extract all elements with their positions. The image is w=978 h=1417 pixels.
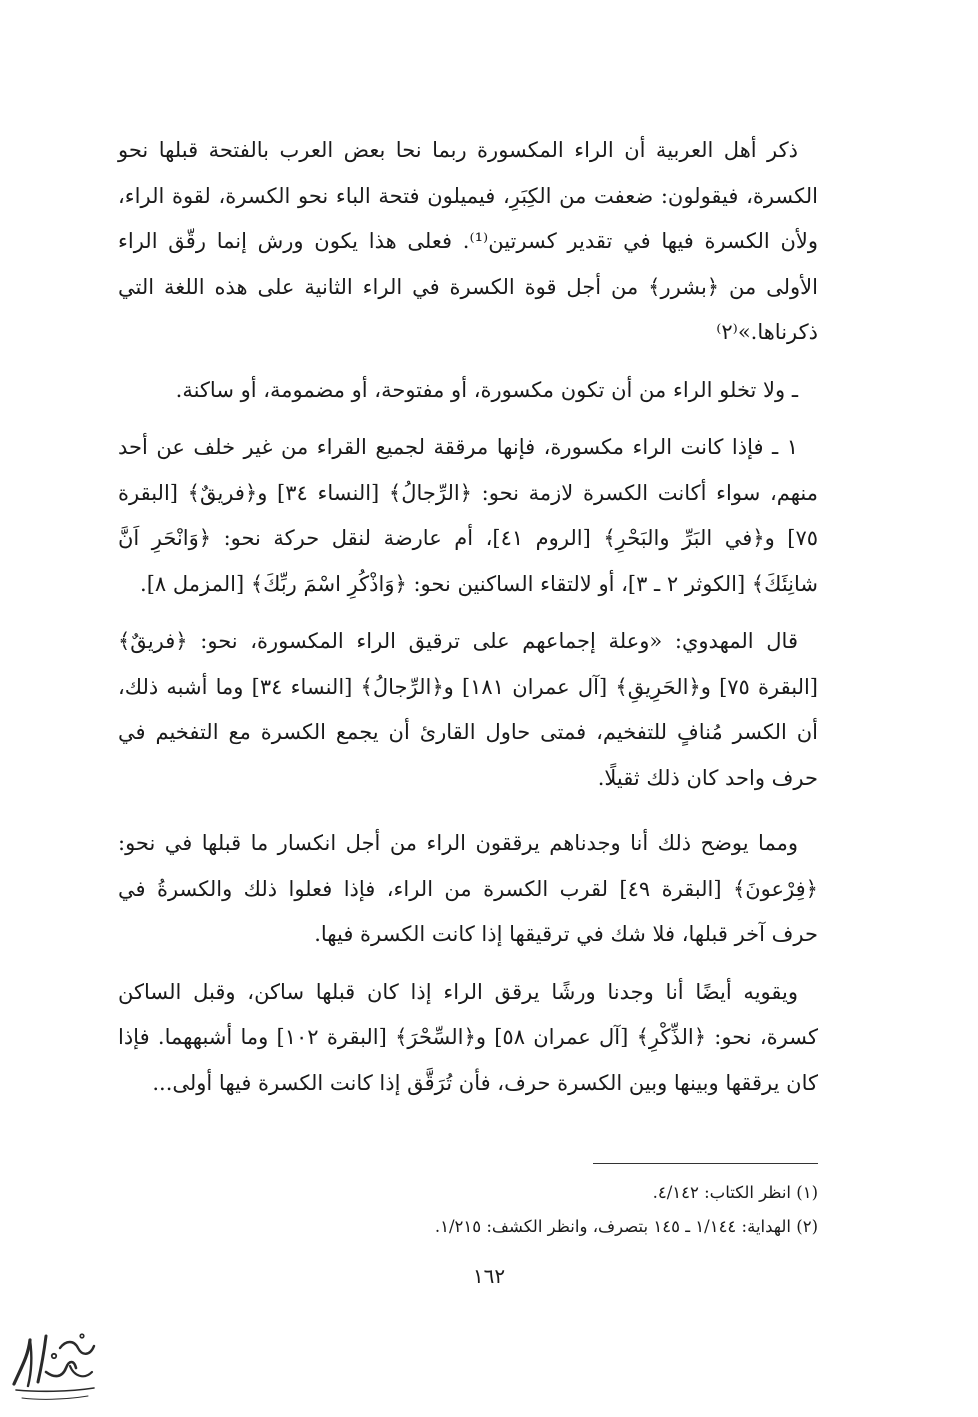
main-text xyxy=(118,128,818,1106)
footnote: (٢) الهداية: ١/١٤٤ ـ ١٤٥ بتصرف، وانظر الكشف: ١/٢١٥. xyxy=(434,1217,818,1236)
page-number: ١٦٢ xyxy=(472,1264,506,1288)
footnote: (١) انظر الكتاب: ٤/١٤٢. xyxy=(652,1183,818,1202)
paragraph: ومما يوضح ذلك أنا وجدناهم يرققون الراء من أجل انكسار ما قبلها في نحو: ﴿فِرْعونَ﴾ [البقرة ٤٩] لقرب الكسرة من الراء، فإذا فعلوا ذلك والكسرةُ في حرف آخر قبلها، فلا شك في ترقيقها إذا كانت الكسرة فيها. xyxy=(118,831,818,946)
paragraph: ذكر أهل العربية أن الراء المكسورة ربما نحا بعض العرب بالفتحة قبلها نحو الكسرة، فيقولون: ضعفت من الكِبَرِ، فيميلون فتحة الباء نحو الكسرة، لقوة الراء، ولأن الكسرة فيها في تقدير كسرتين⁽¹⁾. فعلى هذا يكون ورش إنما رقّق الراء الأولى من ﴿بشرر﴾ من أجل قوة الكسرة في الراء الثانية على هذه اللغة التي ذكرناها.»⁽٢⁾ xyxy=(118,138,818,344)
footnote-divider xyxy=(593,1163,818,1164)
paragraph: ويقويه أيضًا أنا وجدنا ورشًا يرقق الراء إذا كان قبلها ساكن، وقبل الساكن كسرة، نحو: ﴿الذِّكْرِ﴾ [آل عمران ٥٨] و﴿السِّحْرَ﴾ [البقرة ١٠٢] وما أشبههما. فإذا كان يرققها وبينها وبين الكسرة حرف، فأن تُرَقَّق إذا كانت الكسرة فيها أولى... xyxy=(118,979,818,1095)
paragraph: قال المهدوي: «وعلة إجماعهم على ترقيق الراء المكسورة، نحو: ﴿فريقٌ﴾ [البقرة ٧٥] و﴿الحَرِيقِ﴾ [آل عمران ١٨١] و﴿الرِّجالُ﴾ [النساء ٣٤] وما أشبه ذلك، أن الكسر مُنافٍ للتفخيم، فمتى حاول القارئ أن يجمع الكسرة مع التفخيم في حرف واحد كان ذلك ثقيلًا. xyxy=(118,629,818,790)
calligraphy-seal-icon xyxy=(8,1326,100,1406)
paragraph: ـ ولا تخلو الراء من أن تكون مكسورة، أو مفتوحة، أو مضمومة، أو ساكنة. xyxy=(175,377,798,402)
footnotes xyxy=(118,1176,818,1244)
paragraph: ١ ـ فإذا كانت الراء مكسورة، فإنها مرققة لجميع القراء من غير خلف عن أحد منهم، سواء أكانت الكسرة لازمة نحو: ﴿الرِّجالُ﴾ [النساء ٣٤] و﴿فريقٌ﴾ [البقرة ٧٥] و﴿في البَرِّ والبَحْرِ﴾ [الروم ٤١]، أم عارضة لنقل حركة نحو: ﴿وَانْحَرِ اَنَّ شانِئَكَ﴾ [الكوثر ٢ ـ ٣]، أو لالتقاء الساكنين نحو: ﴿وَاذْكُرِ اسْمَ ربِّكَ﴾ [المزمل ٨]. xyxy=(118,435,818,596)
